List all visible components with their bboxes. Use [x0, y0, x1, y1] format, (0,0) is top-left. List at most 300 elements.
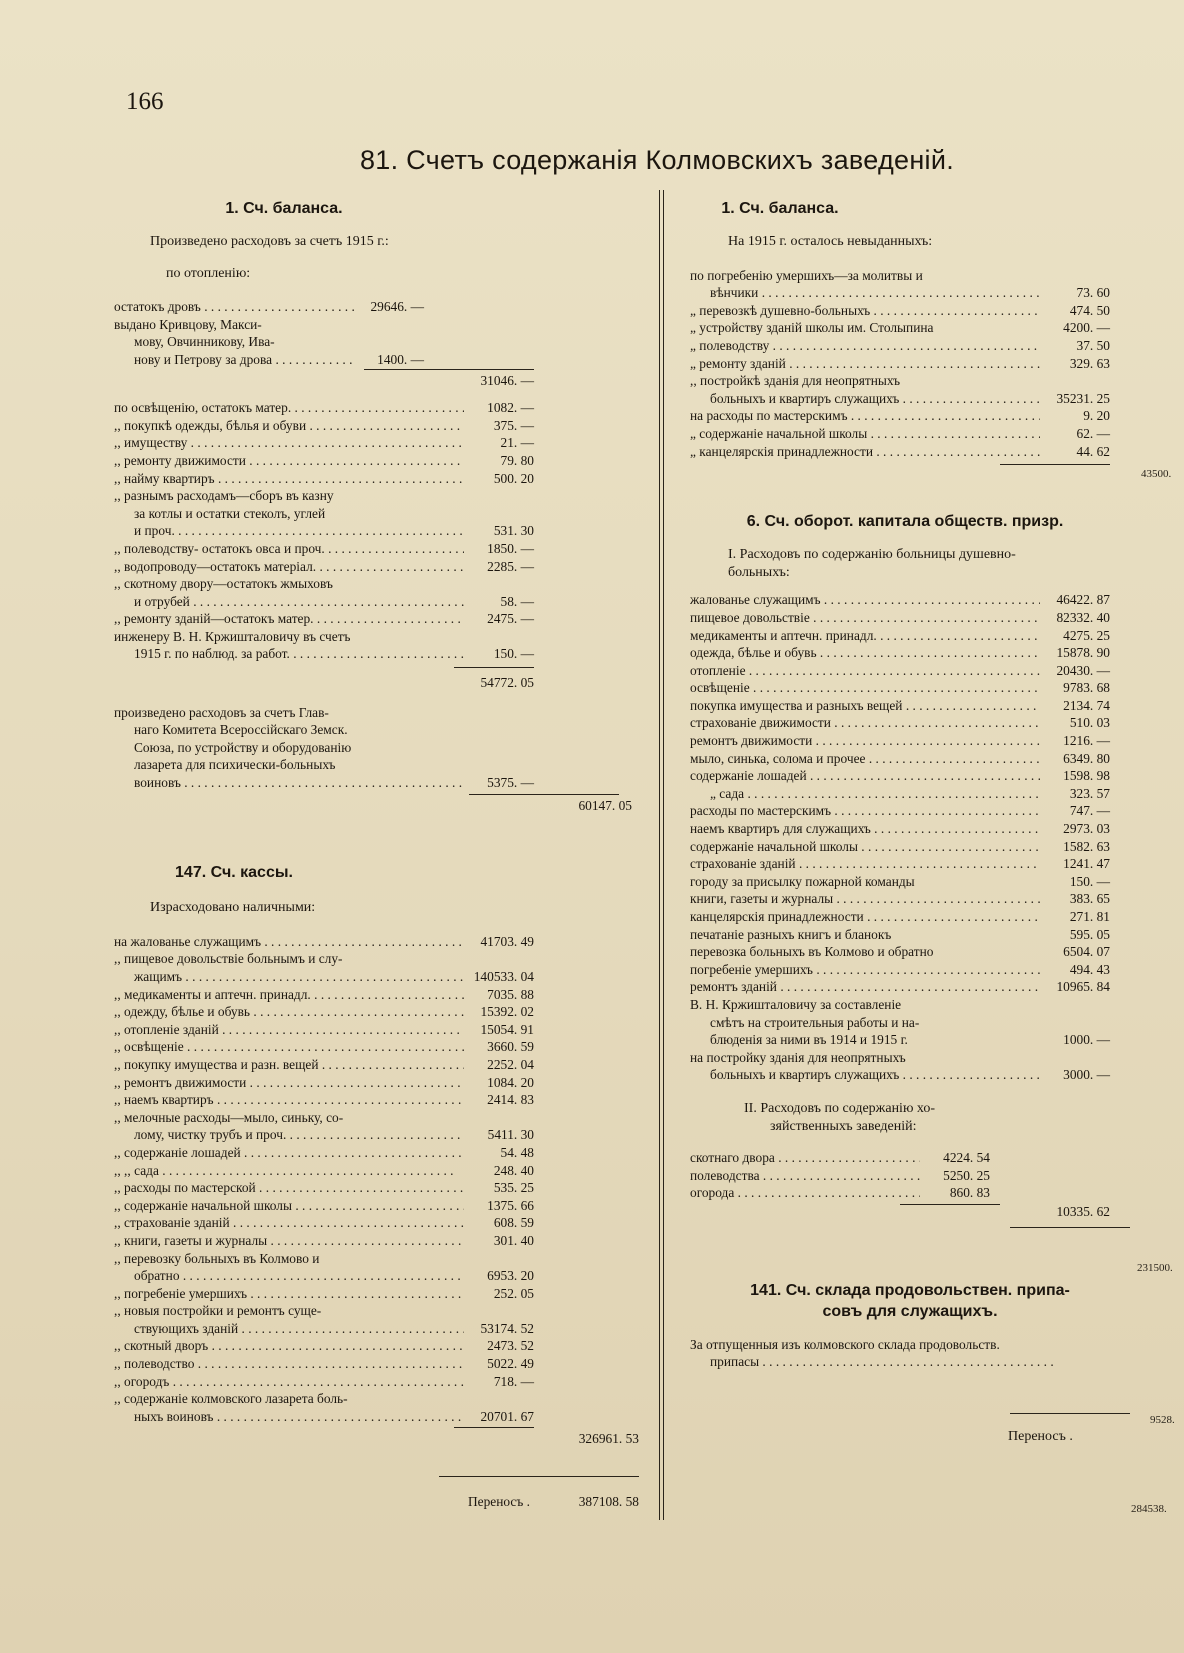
remain-caption: На 1915 г. осталось невыданныхъ:: [728, 234, 933, 249]
line-item-amount: 608. 59: [493, 1215, 534, 1231]
line-item-amount: 500. 20: [493, 470, 534, 486]
line-item: [690, 591, 1110, 609]
line-item-amount: 62. —: [1076, 425, 1110, 441]
line-item-label: полеводства . . .: [690, 1167, 920, 1185]
line-item: [114, 1179, 534, 1197]
line-item: [690, 627, 1110, 645]
line-item-amount: 35231. 25: [1056, 390, 1110, 406]
line-item-label: медикаменты и аптечн. принадл. . . .: [690, 627, 1040, 645]
line-item: [690, 943, 1110, 961]
line-item: [690, 926, 1110, 944]
line-item-amount: 1241. 47: [1063, 856, 1110, 872]
line-item-amount: 510. 03: [1069, 715, 1110, 731]
line-item: [690, 425, 1110, 443]
line-item-label: мыло, синька, солома и прочее . . .: [690, 750, 1040, 768]
rule: [364, 369, 534, 370]
line-item-label: ,, погребеніе умершихъ . . .: [114, 1285, 464, 1303]
line-item-amount: 1000. —: [1063, 1032, 1110, 1048]
line-item-label: на жалованье служащимъ . . .: [114, 933, 464, 951]
committee-block: [114, 704, 534, 792]
line-item-amount: 2973. 03: [1063, 821, 1110, 837]
line-item: [114, 540, 534, 558]
cash-heading: 147. Сч. кассы.: [175, 864, 293, 882]
line-item-amount: 1400. —: [377, 351, 424, 367]
line-item-label: ,, ,, сада . . .: [114, 1162, 464, 1180]
line-item: [114, 316, 424, 334]
line-item-label: одежда, бѣлье и обувь . . .: [690, 644, 1040, 662]
line-item-amount: 20701. 67: [480, 1408, 534, 1424]
line-item-label: ,, отопленіе зданій . . .: [114, 1021, 464, 1039]
committee-line-text: произведено расходовъ за счетъ Глав-: [114, 704, 329, 720]
line-item-label: мову, Овчинникову, Ива-: [134, 334, 275, 350]
line-item-label: В. Н. Кржишталовичу за составленіе: [690, 996, 902, 1012]
line-item-amount: 53174. 52: [480, 1320, 534, 1336]
line-item: [690, 961, 1110, 979]
line-item-label: по освѣщенію, остатокъ матер. . . .: [114, 399, 464, 417]
line-item: [114, 1144, 534, 1162]
committee-line-text: лазарета для психически-больныхъ: [134, 757, 336, 773]
grand-total-balance-value: 60147. 05: [578, 797, 632, 813]
committee-line: [114, 756, 534, 774]
line-item: [114, 1109, 534, 1127]
heating-total-value: 31046. —: [480, 372, 534, 388]
rule: [454, 1427, 534, 1428]
line-item: [690, 1184, 990, 1202]
margin-note: 231500.: [1137, 1262, 1173, 1274]
line-item-amount: 1216. —: [1063, 733, 1110, 749]
perenos-value: 387108. 58: [578, 1494, 639, 1510]
line-item-label: ,, медикаменты и аптечн. принадл. . . .: [114, 986, 464, 1004]
line-item: [114, 487, 534, 505]
line-item-amount: 5022. 49: [487, 1356, 534, 1372]
line-item: [114, 1038, 534, 1056]
line-item-label: ныхъ воиновъ . . .: [114, 1408, 464, 1426]
line-item-amount: 329. 63: [1069, 355, 1110, 371]
line-item-amount: 6504. 07: [1063, 944, 1110, 960]
line-item-label: лому, чистку трубъ и проч. . . .: [114, 1126, 464, 1144]
fund-caption-1-text: I. Расходовъ по содержанію больницы душевно-: [728, 547, 1016, 563]
line-item-amount: 9. 20: [1083, 408, 1110, 424]
line-item: [690, 978, 1110, 996]
heating-block: [114, 298, 424, 368]
store-text: [690, 1336, 1110, 1371]
line-item: [114, 1074, 534, 1092]
line-item-amount: 44. 62: [1076, 443, 1110, 459]
line-item-amount: 531. 30: [493, 523, 534, 539]
line-item-amount: 82332. 40: [1056, 609, 1110, 625]
line-item-amount: 6349. 80: [1063, 750, 1110, 766]
line-item-amount: 252. 05: [493, 1285, 534, 1301]
line-item: [114, 1337, 534, 1355]
heating-caption: по отопленію:: [166, 265, 251, 281]
line-item: [690, 908, 1110, 926]
line-item: [690, 1066, 1110, 1084]
line-item-label: содержаніе начальной школы . . .: [690, 838, 1040, 856]
farm-total: [690, 1203, 1110, 1221]
line-item-label: на расходы по мастерскимъ . . .: [690, 407, 1040, 425]
line-item-amount: 2252. 04: [487, 1056, 534, 1072]
right-column: [690, 198, 1120, 1445]
perenos-right: Переносъ .: [1008, 1428, 1073, 1444]
line-item-label: ремонтъ зданій . . .: [690, 978, 1040, 996]
fund-caption-1b: больныхъ:: [728, 564, 790, 580]
line-item: [690, 802, 1110, 820]
balance-heading-left: 1. Сч. баланса.: [225, 200, 343, 217]
line-item-label: ,, содержаніе колмовского лазарета боль-: [114, 1391, 348, 1407]
line-item-amount: 2285. —: [487, 558, 534, 574]
line-item: [114, 558, 534, 576]
line-item: [690, 1167, 990, 1185]
line-item-label: городу за присылку пожарной команды: [690, 873, 915, 889]
line-item-label: ,, перевозку больныхъ въ Колмово и: [114, 1250, 320, 1266]
line-item: [114, 1390, 534, 1408]
line-item-amount: 73. 60: [1076, 285, 1110, 301]
line-item: [690, 319, 1110, 337]
margin-note: 43500.: [1141, 468, 1172, 480]
remain-block: [690, 267, 1110, 461]
line-item-amount: 301. 40: [493, 1232, 534, 1248]
line-item: [690, 873, 1110, 891]
line-item: [690, 372, 1110, 390]
line-item: [690, 1049, 1110, 1067]
line-item: [690, 679, 1110, 697]
balance-heading-right: 1. Сч. баланса.: [721, 200, 839, 217]
line-item: [114, 434, 534, 452]
farm-total-value: 10335. 62: [1056, 1203, 1110, 1219]
line-item: [114, 1373, 534, 1391]
line-item-amount: 2475. —: [487, 611, 534, 627]
committee-line: [114, 704, 534, 722]
line-item-label: ,, новыя постройки и ремонтъ суще-: [114, 1303, 322, 1319]
line-item-label: за котлы и остатки стеколъ, углей: [134, 505, 326, 521]
line-item-amount: 37. 50: [1076, 337, 1110, 353]
cash-total: [114, 1430, 639, 1448]
line-item: [114, 1250, 534, 1268]
line-item-label: печатаніе разныхъ книгъ и бланокъ: [690, 926, 892, 942]
store-text-1: За отпущенныя изъ колмовского склада продовольств.: [690, 1336, 1000, 1352]
committee-amount: 5375. —: [487, 775, 534, 791]
line-item-label: ,, ремонту движимости . . .: [114, 452, 464, 470]
line-item: [114, 1355, 534, 1373]
line-item-amount: 150. —: [493, 646, 534, 662]
line-item-label: пищевое довольствіе . . .: [690, 609, 1040, 627]
line-item: [114, 1197, 534, 1215]
line-item-label: ,, полеводству- остатокъ овса и проч. . . .: [114, 540, 464, 558]
line-item-amount: 248. 40: [493, 1162, 534, 1178]
line-item-label: больныхъ и квартиръ служащихъ . . .: [690, 390, 1040, 408]
line-item-amount: 4224. 54: [943, 1150, 990, 1166]
line-item-label: страхованіе зданій . . .: [690, 855, 1040, 873]
farm-block: [690, 1149, 990, 1202]
left-column: [114, 198, 642, 1511]
line-item-label: ,, огородъ . . .: [114, 1373, 464, 1391]
expenses-total-value: 54772. 05: [480, 675, 534, 691]
line-item-amount: 15392. 02: [480, 1004, 534, 1020]
line-item-amount: 41703. 49: [480, 933, 534, 949]
line-item-label: ,, разнымъ расходамъ—сборъ въ казну: [114, 488, 334, 504]
line-item-amount: 3660. 59: [487, 1039, 534, 1055]
line-item-label: ,, скотный дворъ . . .: [114, 1337, 464, 1355]
line-item-label: наемъ квартиръ для служащихъ . . .: [690, 820, 1040, 838]
line-item-amount: 1850. —: [487, 540, 534, 556]
line-item: [114, 1003, 534, 1021]
line-item: [690, 355, 1110, 373]
store-text-2: припасы . . .: [690, 1353, 1110, 1371]
line-item-amount: 747. —: [1069, 803, 1110, 819]
rule: [1000, 464, 1110, 465]
expenses-block: [114, 399, 534, 663]
line-item-amount: 1375. 66: [487, 1197, 534, 1213]
fund-caption-2b: зяйственныхъ заведеній:: [770, 1118, 917, 1134]
line-item-label: „ сада . . .: [690, 785, 1040, 803]
line-item-amount: 1084. 20: [487, 1074, 534, 1090]
column-divider-double: [663, 190, 664, 1520]
line-item-label: ,, скотному двору—остатокъ жмыховъ: [114, 576, 333, 592]
line-item: [114, 1056, 534, 1074]
line-item-label: покупка имущества и разныхъ вещей . . .: [690, 697, 1040, 715]
line-item-label: освѣщеніе . . .: [690, 679, 1040, 697]
fund-heading: 6. Сч. оборот. капитала обществ. призр.: [746, 513, 1064, 531]
line-item-label: и проч. . . .: [114, 522, 464, 540]
line-item-label: больныхъ и квартиръ служащихъ . . .: [690, 1066, 1040, 1084]
line-item-label: вѣнчики . . .: [690, 284, 1040, 302]
line-item: [690, 337, 1110, 355]
line-item-amount: 46422. 87: [1056, 592, 1110, 608]
line-item-amount: 15054. 91: [480, 1021, 534, 1037]
line-item-label: ,, водопроводу—остатокъ матеріал. . . .: [114, 558, 464, 576]
line-item: [690, 284, 1110, 302]
cash-caption: Израсходовано наличными:: [150, 900, 316, 916]
line-item: [114, 505, 534, 523]
line-item: [114, 1162, 534, 1180]
line-item: [114, 968, 534, 986]
line-item-label: жалованье служащимъ . . .: [690, 591, 1040, 609]
line-item-amount: 5411. 30: [487, 1127, 534, 1143]
line-item: [114, 1126, 534, 1144]
committee-line-text: воиновъ . . .: [114, 774, 464, 792]
line-item: [690, 697, 1110, 715]
line-item-amount: 323. 57: [1069, 785, 1110, 801]
line-item-label: ремонтъ движимости . . .: [690, 732, 1040, 750]
line-item-label: „ перевозкѣ душевно-больныхъ . . .: [690, 302, 1040, 320]
line-item-amount: 1598. 98: [1063, 768, 1110, 784]
line-item-label: жащимъ . . .: [114, 968, 464, 986]
store-heading: [730, 1280, 1090, 1322]
rule: [1010, 1413, 1130, 1414]
line-item-amount: 383. 65: [1069, 891, 1110, 907]
line-item-amount: 9783. 68: [1063, 680, 1110, 696]
line-item-label: содержаніе лошадей . . .: [690, 767, 1040, 785]
line-item-amount: 375. —: [493, 417, 534, 433]
line-item: [114, 575, 534, 593]
line-item: [114, 298, 424, 316]
line-item-label: ,, одежду, бѣлье и обувь . . .: [114, 1003, 464, 1021]
store-heading-1: 141. Сч. склада продовольствен. припа-: [750, 1281, 1070, 1299]
line-item-amount: 54. 48: [500, 1144, 534, 1160]
line-item: [114, 610, 534, 628]
line-item-amount: 718. —: [493, 1373, 534, 1389]
line-item-label: ,, покупкѣ одежды, бѣлья и обуви . . .: [114, 417, 464, 435]
committee-line-text: Союза, по устройству и оборудованію: [134, 739, 352, 755]
line-item: [114, 522, 534, 540]
line-item-label: ,, пищевое довольствіе больнымъ и слу-: [114, 951, 343, 967]
line-item-label: смѣтъ на строительныя работы и на-: [710, 1014, 920, 1030]
line-item: [690, 838, 1110, 856]
line-item-amount: 860. 83: [949, 1185, 990, 1201]
line-item: [114, 333, 424, 351]
line-item: [690, 855, 1110, 873]
line-item-label: ,, покупку имущества и разн. вещей . . .: [114, 1056, 464, 1074]
line-item: [114, 351, 424, 369]
line-item: [690, 644, 1110, 662]
perenos-right-label: Переносъ: [1008, 1428, 1066, 1444]
margin-note: 9528.: [1150, 1414, 1175, 1426]
line-item-label: нову и Петрову за дрова . . .: [114, 351, 354, 369]
line-item-label: погребеніе умершихъ . . .: [690, 961, 1040, 979]
line-item: [114, 593, 534, 611]
line-item-label: ,, наемъ квартиръ . . .: [114, 1091, 464, 1109]
line-item-label: скотнаго двора . . .: [690, 1149, 920, 1167]
line-item: [690, 714, 1110, 732]
line-item-label: ,, ремонту зданій—остатокъ матер. . . .: [114, 610, 464, 628]
perenos-left: Переносъ . 387108. 58: [467, 1494, 639, 1510]
line-item-label: ,, содержаніе лошадей . . .: [114, 1144, 464, 1162]
line-item: [690, 785, 1110, 803]
expenses-total: [114, 674, 534, 692]
line-item: [114, 933, 534, 951]
line-item: [114, 452, 534, 470]
rule: [439, 1476, 639, 1477]
line-item-label: ,, имуществу . . .: [114, 434, 464, 452]
line-item-label: ,, найму квартиръ . . .: [114, 470, 464, 488]
line-item-label: расходы по мастерскимъ . . .: [690, 802, 1040, 820]
line-item: [690, 390, 1110, 408]
line-item: [690, 890, 1110, 908]
line-item-label: блюденія за ними въ 1914 и 1915 г.: [710, 1032, 908, 1048]
line-item-amount: 150. —: [1069, 873, 1110, 889]
line-item-amount: 1582. 63: [1063, 838, 1110, 854]
line-item: [690, 609, 1110, 627]
rule: [469, 794, 619, 795]
committee-line: [114, 774, 534, 792]
line-item-amount: 7035. 88: [487, 986, 534, 1002]
line-item-label: ,, книги, газеты и журналы . . .: [114, 1232, 464, 1250]
line-item-label: на постройку зданія для неопрятныхъ: [690, 1049, 906, 1065]
line-item-label: книги, газеты и журналы . . .: [690, 890, 1040, 908]
line-item: [114, 1091, 534, 1109]
line-item: [690, 750, 1110, 768]
line-item-amount: 595. 05: [1069, 926, 1110, 942]
store-heading-2: совъ для служащихъ.: [822, 1302, 998, 1320]
line-item-label: ,, страхованіе зданій . . .: [114, 1214, 464, 1232]
produced-caption: Произведено расходовъ за счетъ 1915 г.:: [150, 234, 389, 249]
line-item: [114, 645, 534, 663]
grand-total-balance: [114, 797, 632, 815]
line-item: [690, 443, 1110, 461]
line-item-label: „ полеводству . . .: [690, 337, 1040, 355]
line-item-amount: 271. 81: [1069, 909, 1110, 924]
line-item: [114, 1320, 534, 1338]
cash-block: [114, 933, 534, 1426]
fund-caption-2-text: II. Расходовъ по содержанію хо-: [744, 1100, 936, 1116]
line-item-label: страхованіе движимости . . .: [690, 714, 1040, 732]
fund-caption-2: [744, 1100, 1120, 1135]
line-item-label: ствующихъ зданій . . .: [114, 1320, 464, 1338]
fund-block: [690, 591, 1110, 1084]
line-item-amount: 2134. 74: [1063, 697, 1110, 713]
line-item: [114, 1232, 534, 1250]
line-item-label: обратно . . .: [114, 1267, 464, 1285]
line-item-amount: 2414. 83: [487, 1092, 534, 1108]
line-item-amount: 5250. 25: [943, 1167, 990, 1183]
line-item: [114, 1267, 534, 1285]
line-item-label: огорода . . .: [690, 1184, 920, 1202]
line-item-amount: 15878. 90: [1056, 645, 1110, 661]
line-item-amount: 474. 50: [1069, 302, 1110, 318]
line-item-label: перевозка больныхъ въ Колмово и обратно: [690, 944, 934, 960]
margin-note: 284538.: [1131, 1503, 1167, 1515]
page-title: 81. Счетъ содержанія Колмовскихъ заведеній.: [359, 145, 955, 175]
line-item: [114, 1285, 534, 1303]
line-item-label: канцелярскія принадлежности . . .: [690, 908, 1040, 926]
line-item: [114, 1021, 534, 1039]
line-item: [114, 1214, 534, 1232]
cash-total-value: 326961. 53: [578, 1431, 639, 1447]
line-item: [690, 767, 1110, 785]
line-item: [114, 986, 534, 1004]
line-item-amount: 6953. 20: [487, 1268, 534, 1284]
line-item: [690, 267, 1110, 285]
line-item-amount: 2473. 52: [487, 1338, 534, 1354]
line-item-label: 1915 г. по наблюд. за работ. . . .: [114, 645, 464, 663]
line-item-label: выдано Кривцову, Макси-: [114, 316, 262, 332]
line-item-label: „ содержаніе начальной школы . . .: [690, 425, 1040, 443]
committee-line: [114, 721, 534, 739]
line-item-amount: 494. 43: [1069, 961, 1110, 977]
line-item: [114, 470, 534, 488]
line-item-label: по погребенію умершихъ—за молитвы и: [690, 267, 923, 283]
rule: [454, 667, 534, 668]
line-item-amount: 10965. 84: [1056, 979, 1110, 995]
line-item-amount: 79. 80: [500, 452, 534, 468]
line-item: [114, 1302, 534, 1320]
committee-line-text: наго Комитета Всероссійскаго Земск.: [134, 722, 348, 738]
line-item: [114, 399, 534, 417]
page-number: 166: [126, 88, 164, 115]
line-item-amount: 29646. —: [370, 299, 424, 315]
line-item-amount: 535. 25: [493, 1180, 534, 1196]
line-item: [114, 950, 534, 968]
line-item-label: „ устройству зданій школы им. Столыпина: [690, 320, 934, 336]
line-item-label: отопленіе . . .: [690, 662, 1040, 680]
line-item: [690, 996, 1110, 1014]
fund-caption-1: [728, 546, 1120, 581]
line-item-label: ,, мелочные расходы—мыло, синьку, со-: [114, 1109, 344, 1125]
line-item-label: и отрубей . . .: [114, 593, 464, 611]
line-item: [114, 1408, 534, 1426]
line-item-label: ,, содержаніе начальной школы . . .: [114, 1197, 464, 1215]
line-item-label: ,, полеводство . . .: [114, 1355, 464, 1373]
line-item: [690, 407, 1110, 425]
line-item: [690, 1149, 990, 1167]
line-item-amount: 4275. 25: [1063, 627, 1110, 643]
line-item: [690, 1031, 1110, 1049]
line-item-amount: 3000. —: [1063, 1067, 1110, 1083]
line-item-amount: 4200. —: [1063, 320, 1110, 336]
line-item-label: инженеру В. Н. Кржишталовичу въ счетъ: [114, 628, 351, 644]
line-item-amount: 58. —: [500, 593, 534, 609]
line-item-label: ,, ремонтъ движимости . . .: [114, 1074, 464, 1092]
